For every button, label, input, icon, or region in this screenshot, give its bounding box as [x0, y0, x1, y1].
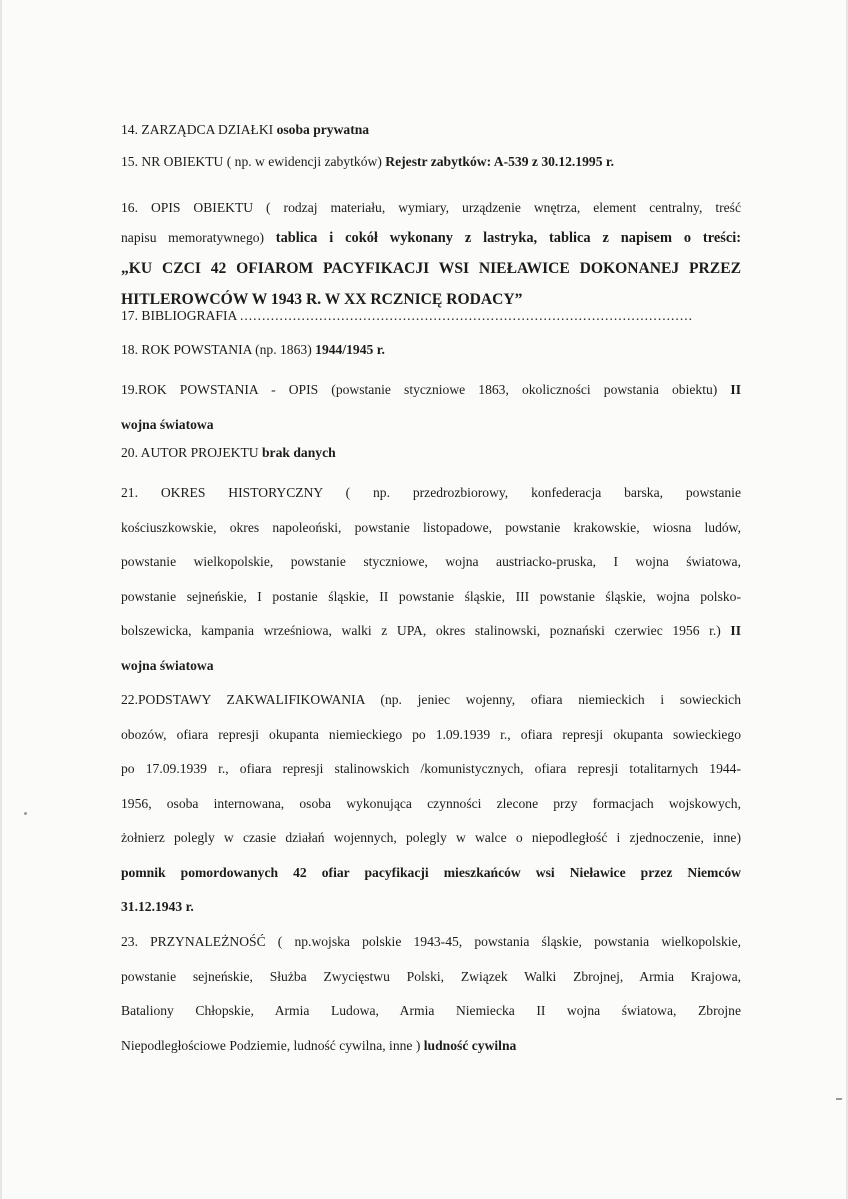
entry-21-line-4: powstanie sejneńskie, I postanie śląskie, II powstanie śląskie, III powstanie śląskie, wojna polsko-: [121, 588, 741, 604]
entry-22-line-5: żołnierz polegly w czasie działań wojennych, polegly w walce o niepodległość i zjednoczenie, inne): [121, 830, 741, 845]
entry-21-line-5-text: bolszewicka, kampania wrześniowa, walki z UPA, okres stalinowski, poznański czerwiec 1956 r.): [121, 623, 721, 638]
entry-18: [121, 342, 741, 358]
entry-19-value-b: wojna światowa: [121, 417, 214, 432]
entry-16-label: napisu memoratywnego): [121, 230, 265, 245]
entry-22-line-4: 1956, osoba internowana, osoba wykonująca czynności zlecone przy formacjach wojskowych,: [121, 795, 741, 811]
entry-14-value: osoba prywatna: [276, 122, 370, 137]
entry-22-line-3: po 17.09.1939 r., ofiara represji stalinowskich /komunistycznych, ofiara represji totalitarnych 1944-: [121, 761, 741, 776]
entry-23-line-3: Bataliony Chłopskie, Armia Ludowa, Armia Niemiecka II wojna światowa, Zbrojne: [121, 1003, 741, 1018]
entry-19-value-a: II: [730, 382, 741, 397]
entry-23-value: ludność cywilna: [423, 1037, 517, 1053]
entry-20-label: 20. AUTOR PROJEKTU: [121, 445, 259, 460]
entry-19: [121, 375, 741, 440]
entry-19-label: 19.ROK POWSTANIA - OPIS (powstanie styczniowe 1863, okoliczności powstania obiektu): [121, 382, 718, 397]
entry-22-value-1: pomnik pomordowanych 42 ofiar pacyfikacji mieszkańców wsi Nieławice przez Niemców: [121, 864, 741, 880]
entry-19-line-1: [121, 375, 741, 405]
entry-17-dots: .......................................................................................................: [239, 308, 694, 323]
inscription-line-2: HITLEROWCÓW W 1943 R. W XX RCZNICĘ RODACY”: [121, 291, 523, 308]
entry-22: [121, 683, 741, 925]
entry-23-line-2: powstanie sejneńskie, Służba Zwycięstwu Polski, Związek Walki Zbrojnej, Armia Krajowa,: [121, 968, 741, 984]
entry-14-label: 14. ZARZĄDCA DZIAŁKI: [121, 122, 274, 137]
entry-20: [121, 445, 741, 461]
entry-15-label: 15. NR OBIEKTU ( np. w ewidencji zabytków): [121, 154, 382, 169]
entry-23-label: Niepodległościowe Podziemie, ludność cywilna, inne ): [121, 1037, 421, 1053]
entry-15-value: Rejestr zabytków: A-539 z 30.12.1995 r.: [385, 154, 615, 169]
entry-18-label: 18. ROK POWSTANIA (np. 1863): [121, 342, 312, 357]
entry-21: [121, 476, 741, 683]
entry-17: [121, 308, 741, 324]
entry-16-line-1: 16. OPIS OBIEKTU ( rodzaj materiału, wymiary, urządzenie wnętrza, element centralny, treść: [121, 200, 741, 215]
entry-23: [121, 925, 741, 1063]
entry-14: [121, 122, 741, 138]
scan-speck: [24, 812, 27, 815]
entry-22-line-2: obozów, ofiara represji okupanta niemieckiego po 1.09.1939 r., ofiara represji okupanta sowieckiego: [121, 726, 741, 742]
entry-15: [121, 154, 741, 170]
entry-21-value-a: II: [730, 623, 741, 638]
entry-21-value-b: wojna światowa: [121, 657, 214, 673]
scan-speck: [836, 1098, 842, 1100]
entry-16-line-2: [121, 223, 741, 253]
entry-22-line-1: 22.PODSTAWY ZAKWALIFIKOWANIA (np. jeniec wojenny, ofiara niemieckich i sowieckich: [121, 692, 741, 707]
entry-22-value-2: 31.12.1943 r.: [121, 899, 194, 914]
entry-21-line-2: kościuszkowskie, okres napoleoński, powstanie listopadowe, powstanie krakowskie, wiosna ludów,: [121, 519, 741, 535]
entry-16: [121, 193, 741, 315]
entry-21-line-3: powstanie wielkopolskie, powstanie styczniowe, wojna austriacko-pruska, I wojna światowa,: [121, 554, 741, 569]
entry-17-label: 17. BIBLIOGRAFIA: [121, 308, 237, 323]
entry-18-value: 1944/1945 r.: [315, 342, 385, 357]
entry-21-line-1: 21. OKRES HISTORYCZNY ( np. przedrozbiorowy, konfederacja barska, powstanie: [121, 485, 741, 500]
entry-20-value: brak danych: [262, 445, 336, 460]
entry-16-value: tablica i cokół wykonany z lastryka, tablica z napisem o treści:: [275, 230, 741, 246]
entry-21-line-5: [121, 614, 741, 649]
entry-23-line-4: [121, 1029, 741, 1064]
entry-23-line-1: 23. PRZYNALEŻNOŚĆ ( np.wojska polskie 1943-45, powstania śląskie, powstania wielkopolskie,: [121, 934, 741, 949]
inscription-line-1: „KU CZCI 42 OFIAROM PACYFIKACJI WSI NIEŁAWICE DOKONANEJ PRZEZ: [121, 260, 741, 277]
